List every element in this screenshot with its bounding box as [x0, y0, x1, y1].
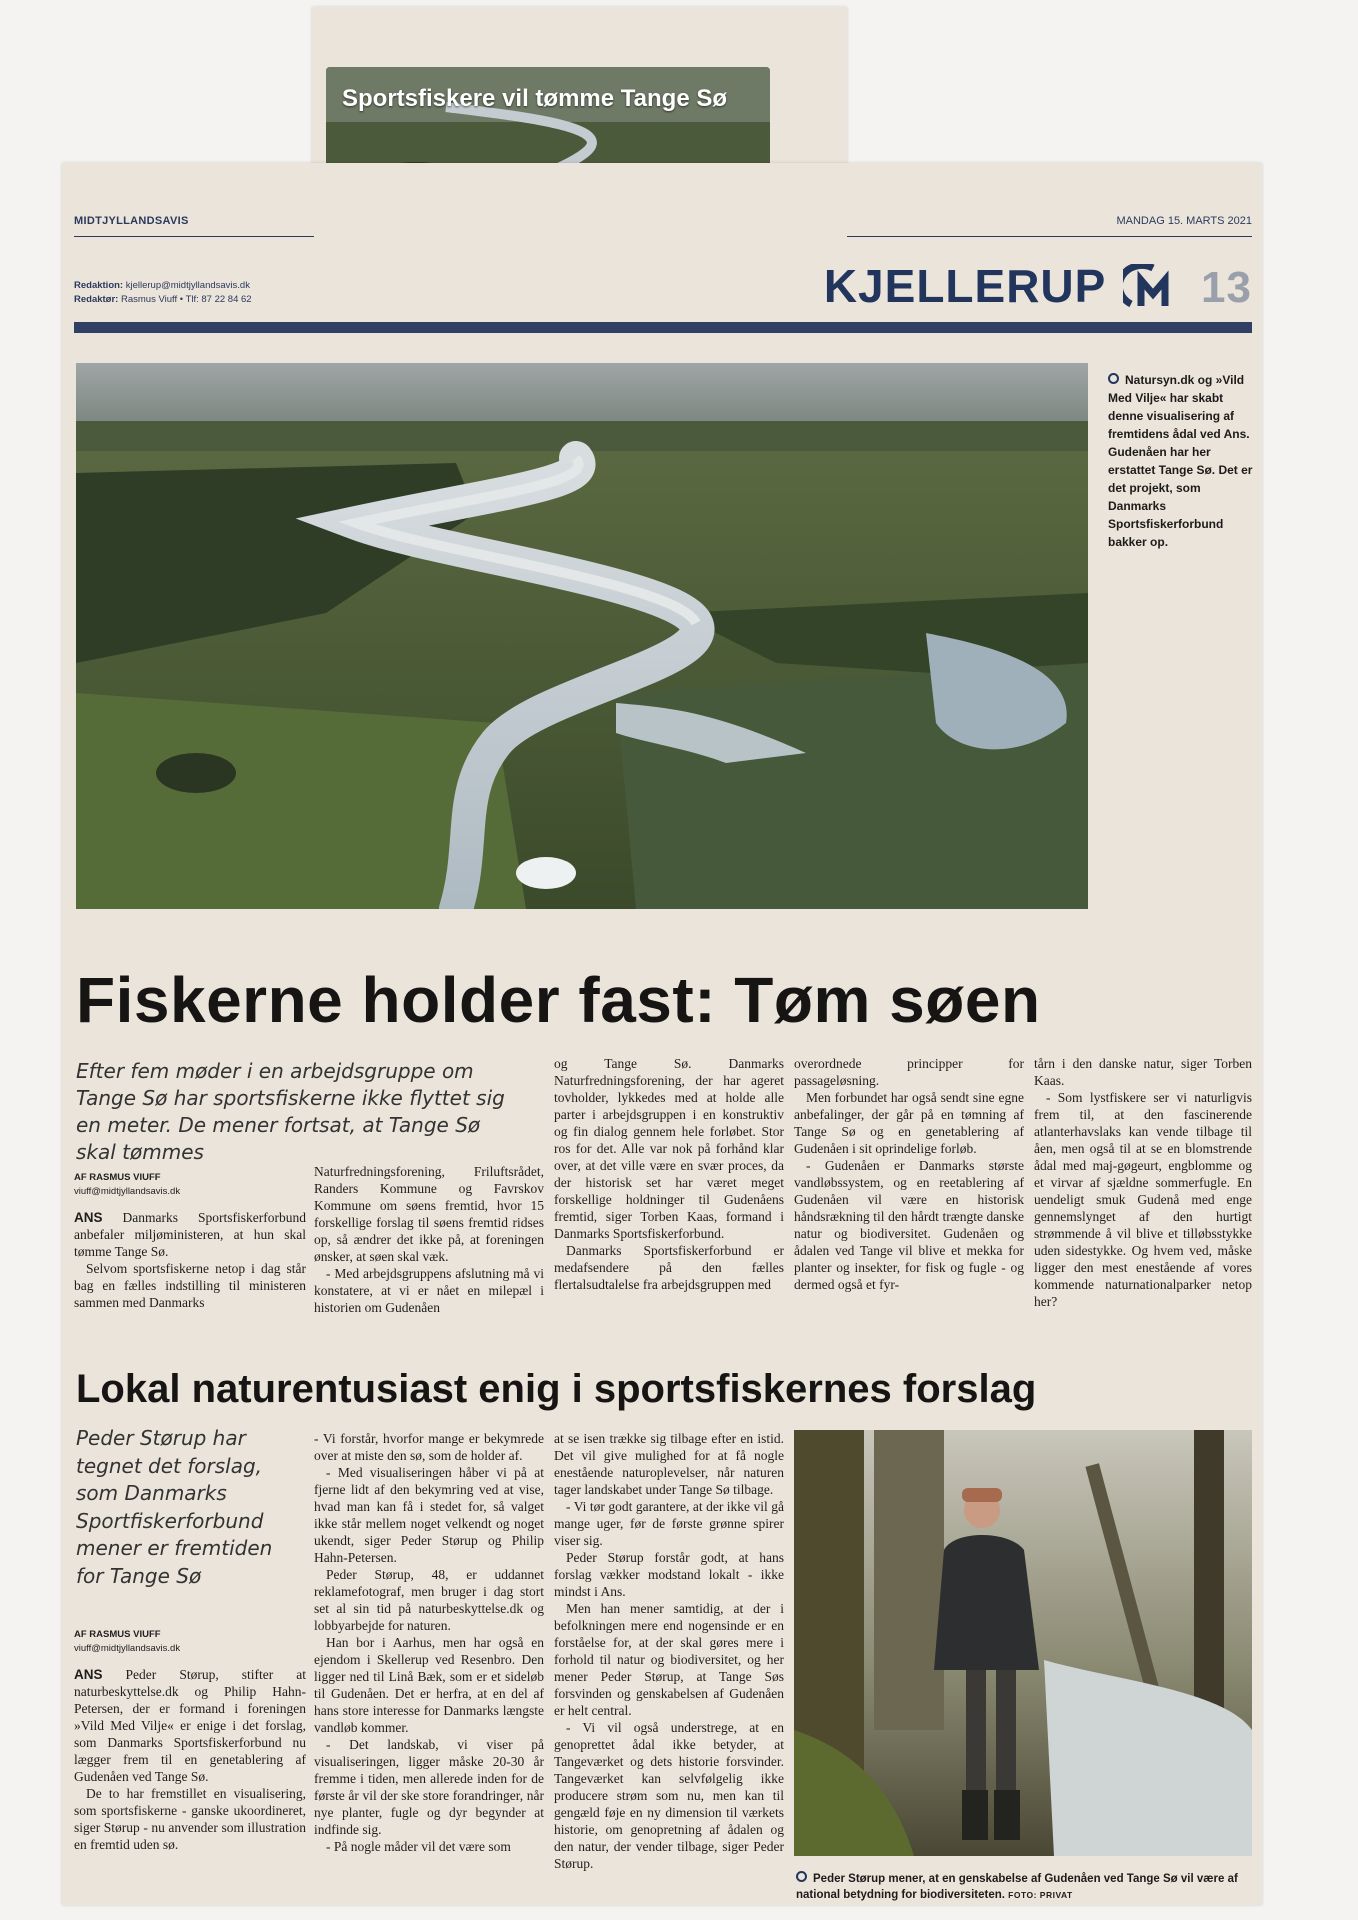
article1-column-5	[1034, 1055, 1252, 1310]
byline-email: viuff@midtjyllandsavis.dk	[74, 1643, 181, 1654]
header-rule-right	[847, 236, 1252, 237]
paragraph: og Tange Sø. Danmarks Naturfredningsforening, der har ageret tovholder, lykkedes med at holde alle parter i arbejdsgruppen i en konstruktiv og fin dialog gennem hele forløbet. Stor ros for det. Alle var nok på forhånd klar over, at det ville være en svær proces, da der historisk set har været meget forskellige holdninger til Gudenåens fremtid, siger Torben Kaas, formand i Danmarks Sportsfiskerforbund.	[554, 1056, 784, 1241]
second-headline: Lokal naturentusiast enig i sportsfiskernes forslag	[76, 1367, 1037, 1411]
byline-name: AF RASMUS VIUFF	[74, 1172, 161, 1183]
paragraph: tårn i den danske natur, siger Torben Kaas.	[1034, 1056, 1252, 1088]
redaktor-label: Redaktør:	[74, 294, 119, 305]
paragraph: - Det landskab, vi viser på visualiseringen, ligger måske 20-30 år fremme i tiden, men allerede inden for de første år vil der ske store forandringer, når nye planter, fugle og dyr begynder at indfinde sig.	[314, 1737, 544, 1837]
dateline: MANDAG 15. MARTS 2021	[1116, 215, 1252, 227]
byline-email: viuff@midtjyllandsavis.dk	[74, 1186, 181, 1197]
redaktion-label: Redaktion:	[74, 280, 124, 291]
caption-dot-icon	[1108, 373, 1119, 384]
paragraph	[74, 1666, 306, 1785]
masthead: MIDTJYLLANDSAVIS	[74, 215, 189, 227]
dateline-place: ANS	[74, 1667, 103, 1682]
article1-column-4	[794, 1055, 1024, 1293]
paragraph-text: Danmarks Sportsfiskerforbund anbefaler miljøministeren, at hun skal tømme Tange Sø.	[74, 1210, 306, 1259]
paragraph: De to har fremstillet en visualisering, som sportsfiskerne - ganske ukoordineret, siger Størup - nu anvender som illustration en fremtid uden sø.	[74, 1786, 306, 1852]
aerial-river-photo	[76, 363, 1088, 909]
paragraph: - Med visualiseringen håber vi på at fjerne lidt af den bekymring ved at vise, hvad man kan få i stedet for, så valget ikke står mellem noget velkendt og noget ukendt, siger Peder Størup og Philip Hahn-Petersen.	[314, 1465, 544, 1565]
paragraph: - Vi forstår, hvorfor mange er bekymrede over at miste den sø, som de holder af.	[314, 1431, 544, 1463]
paragraph: - Med arbejdsgruppens afslutning må vi konstatere, at vi er nået en milepæl i historien om Gudenåen	[314, 1266, 544, 1315]
paragraph: - Som lystfiskere ser vi naturligvis frem til, at den fascinerende atlanterhavslaks kan vende tilbage til åen, men også til at se en blomstrende ådal med maj-gøgeurt, engblomme og et virvar af sjældne sommerfugle. En uendeligt smuk Gudenå med enge gennemslynget af den hurtigt strømmende å vil blive et tilløbsstykke uden sidestykke. Og hvem ved, måske ligger den mest enestående af vores kommende naturnationalparker netop her?	[1034, 1090, 1252, 1309]
main-headline: Fiskerne holder fast: Tøm søen	[76, 964, 1041, 1036]
main-lead: Efter fem møder i en arbejdsgruppe om Tange Sø har sportsfiskerne ikke flyttet sig en meter. De mener fortsat, at Tange Sø skal tømmes	[76, 1059, 505, 1164]
redaktor-value: Rasmus Viuff • Tlf: 87 22 84 62	[120, 294, 252, 305]
article2-column-1	[74, 1628, 306, 1853]
photo-caption	[1108, 371, 1256, 551]
paragraph: Selvom sportsfiskerne netop i dag står bag en fælles indstilling til ministeren sammen med Danmarks	[74, 1261, 306, 1310]
paragraph: at se isen trække sig tilbage efter en istid. Det vil give mulighed for at få nogle enestående naturoplevelser, når naturen tager landskabet under Tange Sø tilbage.	[554, 1431, 784, 1497]
paragraph: - Vi vil også understrege, at en genoprettet ådal ikke betyder, at Tangeværket og dets historie forsvinder. Tangeværket kan selvfølgelig ikke producere strøm som nu, men kan til gengæld føje en ny dimension til værkets historie, om genopretning af ådalen og den natur, der vender tilbage, siger Peder Størup.	[554, 1720, 784, 1871]
section-bar	[74, 322, 1252, 333]
clipping-title: Sportsfiskere vil tømme Tange Sø	[342, 85, 727, 112]
caption-dot-icon	[796, 1871, 807, 1882]
paragraph: Men han mener samtidig, at der i befolkningen mere end nogensinde er en forståelse for, at der skal gøres mere i forhold til natur og biodiversitet, og her mener Peder Størup, at Tange Søs forsvinden og genskabelsen af Gudenåen er helt central.	[554, 1601, 784, 1718]
redaktion-email: kjellerup@midtjyllandsavis.dk	[125, 280, 250, 291]
paragraph: Peder Størup, 48, er uddannet reklamefotograf, men bruger i dag stort set al sin tid på naturbeskyttelse.dk og lobbyarbejde for naturen.	[314, 1567, 544, 1633]
article2-column-3	[554, 1430, 784, 1872]
second-lead: Peder Størup har tegnet det forslag, som Danmarks Sportfiskerforbund mener er fremtiden for Tange Sø	[76, 1426, 273, 1588]
byline-name: AF RASMUS VIUFF	[74, 1629, 161, 1640]
paragraph: Men forbundet har også sendt sine egne anbefalinger, der går på en tømning af Tange Sø og en genetablering af Gudenåen i sit oprindelige forløb.	[794, 1090, 1024, 1156]
portrait-caption-text: Peder Størup mener, at en genskabelse af Gudenåen ved Tange Sø vil være af national betydning for biodiversiteten.	[796, 1873, 1238, 1901]
photo-credit: FOTO: PRIVAT	[1008, 1890, 1073, 1900]
portrait-photo	[794, 1430, 1252, 1856]
paragraph	[74, 1209, 306, 1260]
section-heading	[824, 259, 1252, 313]
newspaper-page	[62, 163, 1262, 1905]
article1-column-1	[74, 1171, 306, 1311]
paragraph: Naturfredningsforening, Friluftsrådet, Randers Kommune og Favrskov Kommune om søens fremtid, hvor 15 forskellige forslag til søens fremtid ridses op, så ændrer det ikke på, at foreningen ønsker, at søen skal væk.	[314, 1164, 544, 1264]
editorial-contacts	[74, 279, 252, 307]
paragraph: Han bor i Aarhus, men har også en ejendom i Skellerup ved Resenbro. Den ligger ned til Linå Bæk, som er et sideløb til Gudenåen. Det er herfra, at en del af hans store interesse for Danmarks længste vandløb kommer.	[314, 1635, 544, 1735]
byline	[74, 1628, 306, 1656]
section-name: KJELLERUP	[823, 260, 1106, 312]
paragraph-text: Peder Størup, stifter at naturbeskyttelse.dk og Philip Hahn-Petersen, der er formand i foreningen »Vild Med Vilje« er enige i det forslag, som Danmarks Sportsfiskerforbund nu lægger frem til en genetablering af Gudenåen ved Tange Sø.	[74, 1667, 306, 1784]
m-logo-icon	[1123, 264, 1183, 308]
paragraph: overordnede principper for passageløsning.	[794, 1056, 1024, 1088]
paragraph: - Gudenåen er Danmarks største vandløbssystem, og en reetablering af Gudenåen vil være en historisk håndsrækning til den hårdt trængte danske natur og biodiversitet. Gudenåen og ådalen ved Tange vil blive et mekka for planter og insekter, for fisk og fugle - og dermed også et fyr-	[794, 1158, 1024, 1292]
portrait-caption	[796, 1871, 1254, 1903]
paragraph: - Vi tør godt garantere, at der ikke vil gå mange uger, før de første grønne spirer viser sig.	[554, 1499, 784, 1548]
paragraph: Danmarks Sportsfiskerforbund er medafsendere på den fælles flertalsudtalelse fra arbejdsgruppen med	[554, 1243, 784, 1292]
dateline-place: ANS	[74, 1210, 103, 1225]
header-rule-left	[74, 236, 314, 237]
page-number: 13	[1201, 263, 1252, 312]
paragraph: Peder Størup forstår godt, at hans forslag vækker modstand lokalt - ikke mindst i Ans.	[554, 1550, 784, 1599]
article2-column-2	[314, 1430, 544, 1855]
paragraph: - På nogle måder vil det være som	[326, 1839, 511, 1854]
photo-caption-text: Natursyn.dk og »Vild Med Vilje« har skabt denne visualisering af fremtidens ådal ved Ans. Gudenåen har her erstattet Tange Sø. Det er det projekt, som Danmarks Sportsfiskerforbund bakker op.	[1108, 373, 1253, 549]
article1-column-3	[554, 1055, 784, 1293]
byline	[74, 1171, 306, 1199]
article1-column-2	[314, 1163, 544, 1316]
